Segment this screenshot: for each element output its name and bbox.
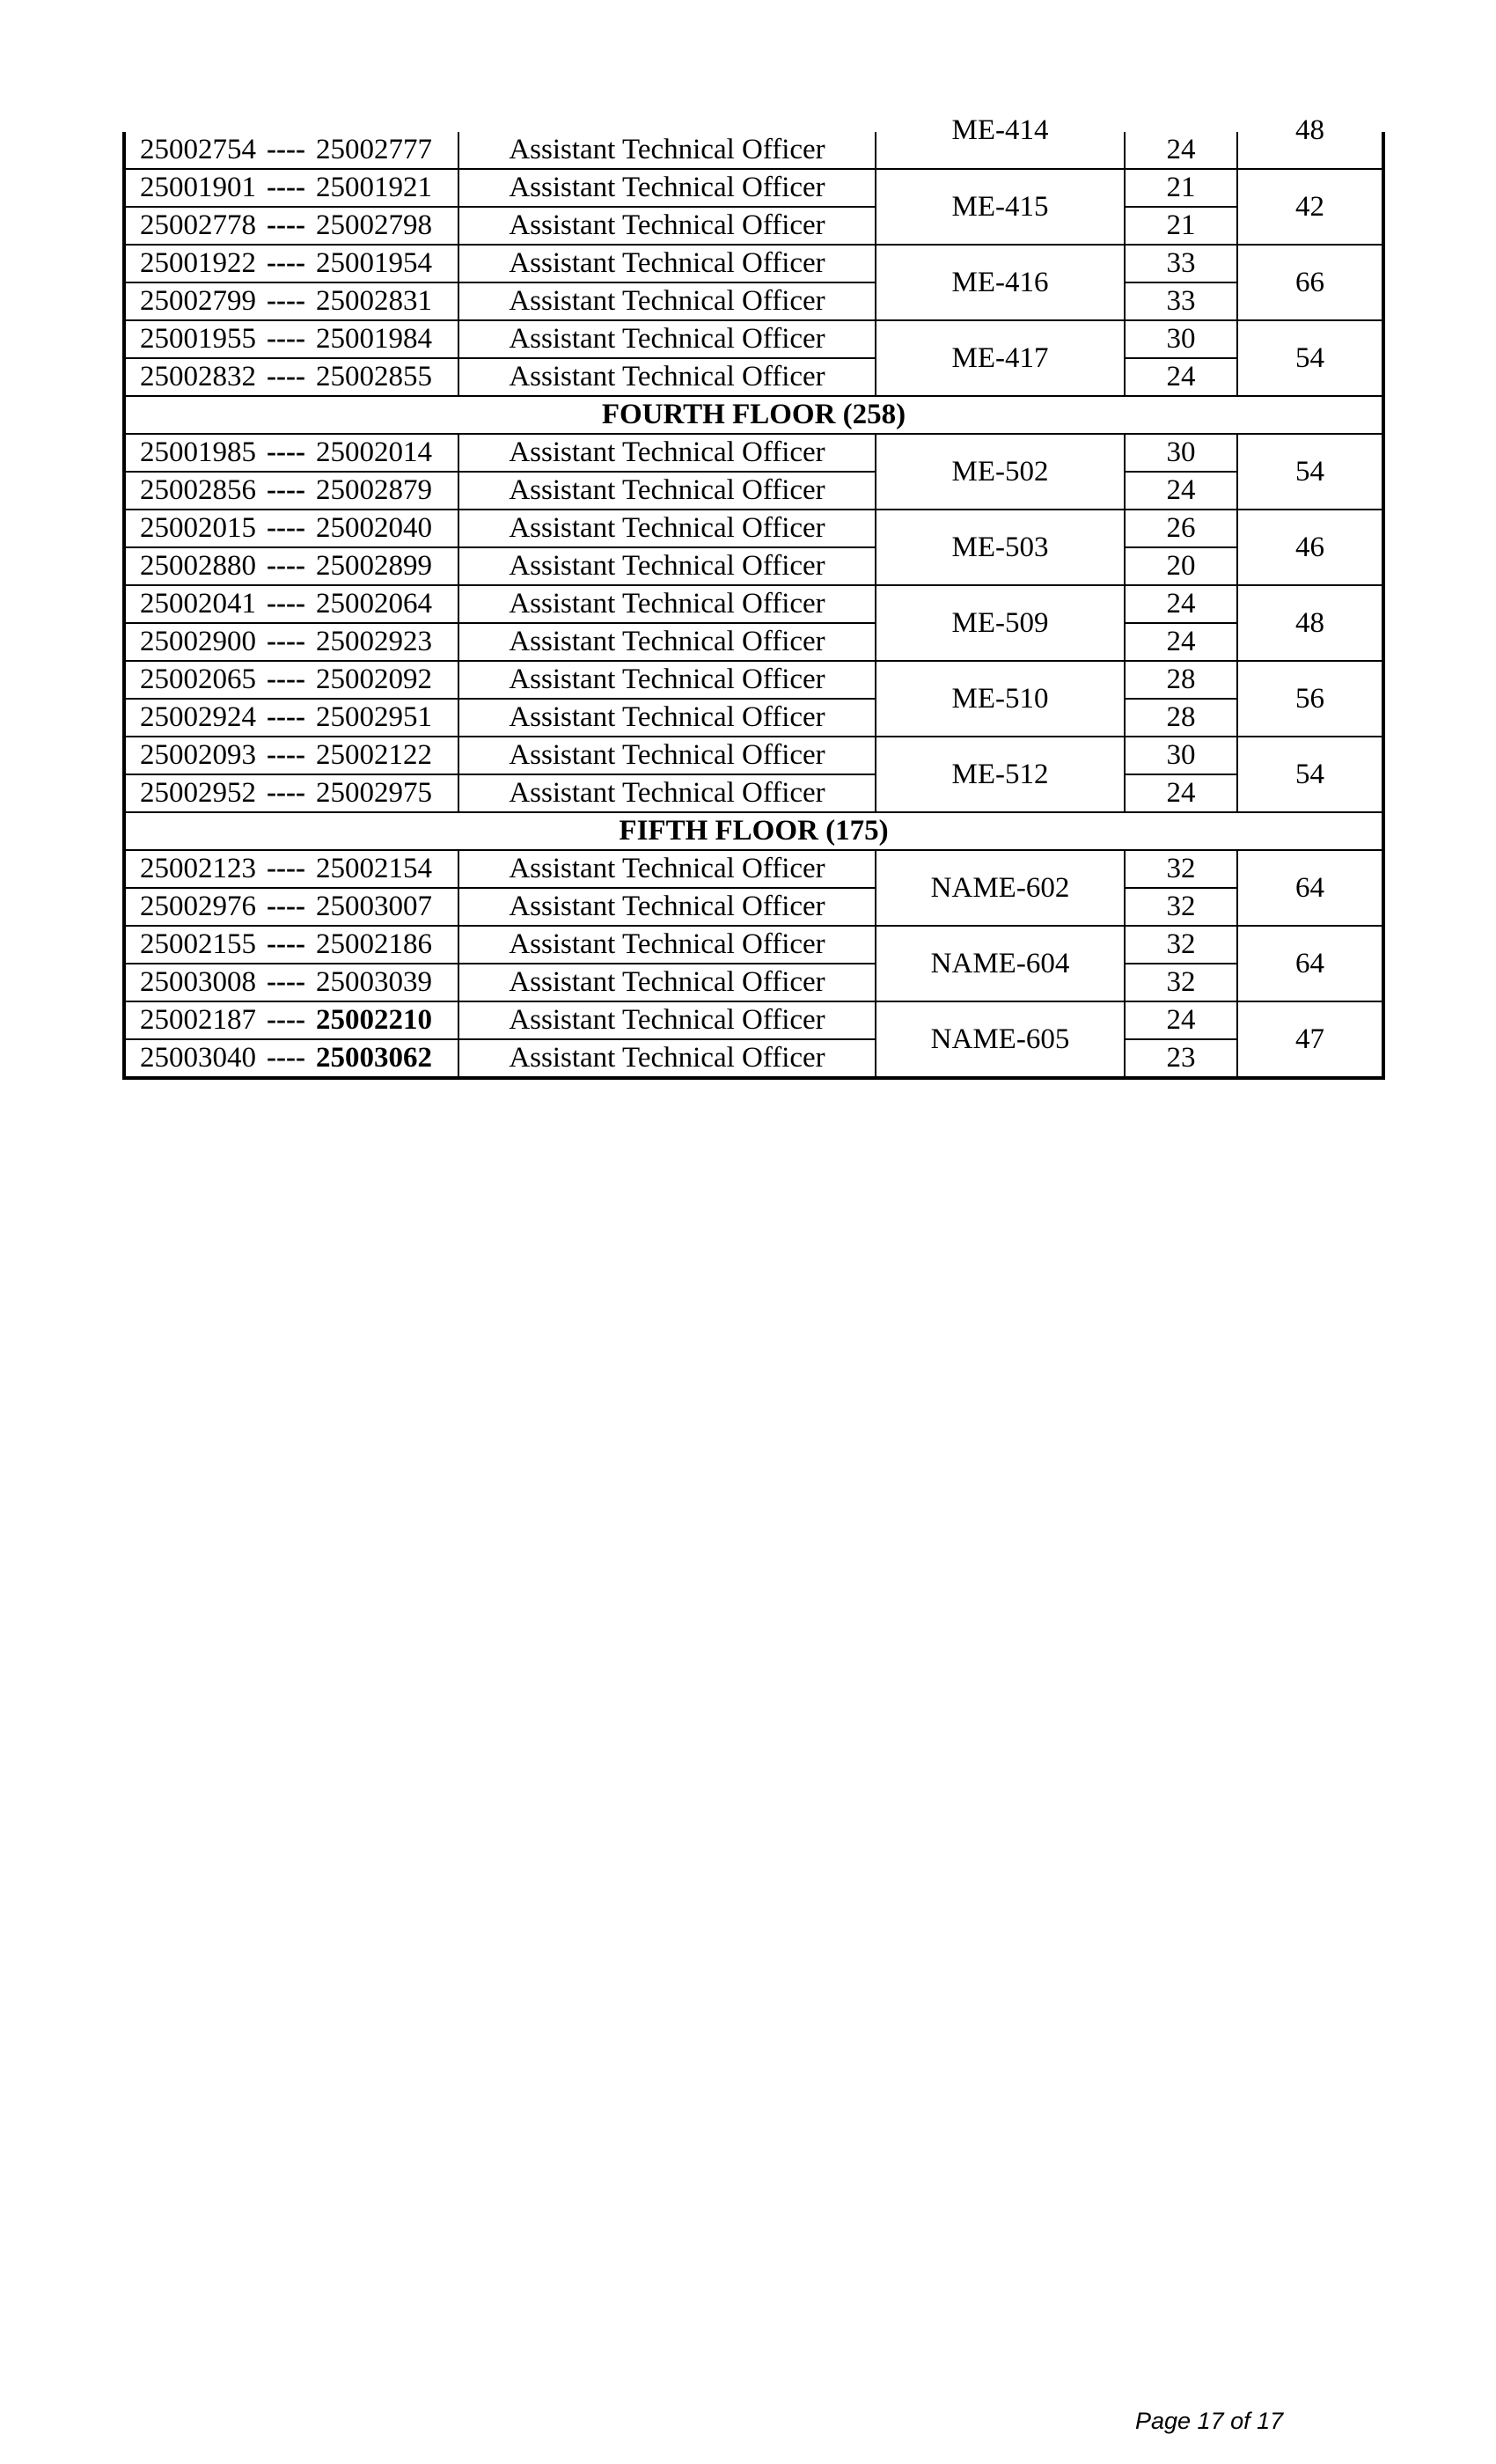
roll-number-range [124,661,458,699]
table-row [124,926,1383,964]
table-row [124,207,1383,245]
count-cell: 30 [1125,434,1237,472]
range-start: 25002778 [140,209,256,241]
roll-number-range [124,510,458,547]
range-start: 25002924 [140,701,256,733]
roll-number-range [124,964,458,1001]
range-separator: ---- [267,247,305,279]
roll-number-range [124,132,458,169]
count-cell: 28 [1125,661,1237,699]
range-end: 25001984 [316,323,432,355]
room-cell: ME-417 [876,320,1125,396]
count-cell: 24 [1125,774,1237,812]
range-start: 25002832 [140,361,256,392]
table-row [124,623,1383,661]
table-row [124,169,1383,207]
designation-cell: Assistant Technical Officer [458,320,876,358]
table-row [124,699,1383,737]
table-row [124,434,1383,472]
range-start: 25001955 [140,323,256,355]
range-separator: ---- [267,853,305,884]
roll-number-range [124,774,458,812]
count-cell: 32 [1125,850,1237,888]
range-start: 25001922 [140,247,256,279]
table-row [124,585,1383,623]
floor-heading: FOURTH FLOOR (258) [124,396,1383,434]
total-cell [1237,114,1383,169]
range-start: 25002065 [140,664,256,695]
table-row [124,472,1383,510]
table-row [124,888,1383,926]
range-start: 25002187 [140,1004,256,1036]
range-start: 25002155 [140,928,256,960]
total-cell-text: 48 [1295,114,1324,146]
range-end: 25002210 [316,1004,432,1036]
count-cell: 20 [1125,547,1237,585]
roll-number-range [124,434,458,472]
range-separator: ---- [267,1042,305,1074]
table-row [124,964,1383,1001]
range-end: 25002154 [316,853,432,884]
range-separator: ---- [267,1004,305,1036]
range-start: 25002093 [140,739,256,771]
range-separator: ---- [267,966,305,998]
range-separator: ---- [267,361,305,392]
range-separator: ---- [267,285,305,317]
designation-cell: Assistant Technical Officer [458,699,876,737]
roll-number-range [124,1001,458,1039]
range-start: 25002015 [140,512,256,544]
roll-number-range [124,888,458,926]
total-cell: 66 [1237,245,1383,320]
room-cell [876,114,1125,169]
designation-cell: Assistant Technical Officer [458,547,876,585]
total-cell: 46 [1237,510,1383,585]
designation-cell: Assistant Technical Officer [458,888,876,926]
count-cell: 24 [1125,1001,1237,1039]
count-cell: 24 [1125,472,1237,510]
count-cell: 24 [1125,132,1237,169]
roll-number-range [124,623,458,661]
total-cell: 54 [1237,320,1383,396]
range-start: 25002880 [140,550,256,582]
room-cell: ME-416 [876,245,1125,320]
range-separator: ---- [267,664,305,695]
range-end: 25002923 [316,626,432,657]
count-cell: 21 [1125,207,1237,245]
room-cell-text: ME-414 [951,114,1049,146]
range-end: 25002899 [316,550,432,582]
table-row [124,510,1383,547]
floor-heading: FIFTH FLOOR (175) [124,812,1383,850]
roll-number-range [124,207,458,245]
roll-number-range [124,472,458,510]
range-end: 25002855 [316,361,432,392]
count-cell: 32 [1125,926,1237,964]
range-start: 25001985 [140,436,256,468]
roll-number-range [124,850,458,888]
designation-cell: Assistant Technical Officer [458,850,876,888]
room-cell: NAME-602 [876,850,1125,926]
table-row [124,245,1383,282]
table-row [124,661,1383,699]
range-end: 25002879 [316,474,432,506]
range-end: 25002040 [316,512,432,544]
range-end: 25002777 [316,134,432,165]
designation-cell: Assistant Technical Officer [458,245,876,282]
designation-cell: Assistant Technical Officer [458,964,876,1001]
table-row [124,132,1383,169]
total-cell: 48 [1237,585,1383,661]
roll-number-range [124,547,458,585]
room-cell: ME-512 [876,737,1125,812]
range-separator: ---- [267,474,305,506]
roll-number-range [124,245,458,282]
designation-cell: Assistant Technical Officer [458,510,876,547]
range-start: 25001901 [140,172,256,203]
total-cell: 56 [1237,661,1383,737]
table-row [124,737,1383,774]
table-row [124,547,1383,585]
designation-cell: Assistant Technical Officer [458,1039,876,1078]
range-separator: ---- [267,323,305,355]
count-cell: 30 [1125,737,1237,774]
room-cell: NAME-605 [876,1001,1125,1078]
table-row [124,282,1383,320]
room-cell: ME-503 [876,510,1125,585]
seating-plan-table [122,114,1385,1080]
roll-number-range [124,926,458,964]
range-separator: ---- [267,701,305,733]
count-cell: 24 [1125,623,1237,661]
table-row [124,320,1383,358]
range-end: 25003007 [316,891,432,922]
page-number: Page 17 of 17 [1135,2408,1284,2434]
range-end: 25003062 [316,1042,432,1074]
count-cell: 30 [1125,320,1237,358]
roll-number-range [124,737,458,774]
table-row [124,1001,1383,1039]
range-end: 25001954 [316,247,432,279]
range-start: 25002952 [140,777,256,809]
total-cell: 54 [1237,737,1383,812]
range-end: 25003039 [316,966,432,998]
table-row [124,1039,1383,1078]
count-cell: 24 [1125,358,1237,396]
range-separator: ---- [267,134,305,165]
table-row [124,358,1383,396]
designation-cell: Assistant Technical Officer [458,132,876,169]
range-end: 25002951 [316,701,432,733]
table-row [124,850,1383,888]
count-cell: 28 [1125,699,1237,737]
count-cell: 21 [1125,169,1237,207]
room-cell: ME-509 [876,585,1125,661]
range-start: 25002976 [140,891,256,922]
room-cell: ME-415 [876,169,1125,245]
roll-number-range [124,320,458,358]
designation-cell: Assistant Technical Officer [458,434,876,472]
floor-header-row [124,396,1383,434]
designation-cell: Assistant Technical Officer [458,926,876,964]
range-end: 25002064 [316,588,432,620]
roll-number-range [124,1039,458,1078]
range-start: 25002754 [140,134,256,165]
range-start: 25002900 [140,626,256,657]
room-cell: NAME-604 [876,926,1125,1001]
designation-cell: Assistant Technical Officer [458,1001,876,1039]
range-separator: ---- [267,928,305,960]
count-cell: 32 [1125,964,1237,1001]
range-start: 25002123 [140,853,256,884]
range-separator: ---- [267,588,305,620]
designation-cell: Assistant Technical Officer [458,623,876,661]
count-cell: 33 [1125,245,1237,282]
designation-cell: Assistant Technical Officer [458,207,876,245]
designation-cell: Assistant Technical Officer [458,282,876,320]
range-separator: ---- [267,626,305,657]
range-start: 25002041 [140,588,256,620]
designation-cell: Assistant Technical Officer [458,169,876,207]
total-cell: 64 [1237,850,1383,926]
total-cell: 47 [1237,1001,1383,1078]
range-start: 25003008 [140,966,256,998]
total-cell: 42 [1237,169,1383,245]
range-start: 25003040 [140,1042,256,1074]
range-separator: ---- [267,777,305,809]
designation-cell: Assistant Technical Officer [458,737,876,774]
room-cell: ME-510 [876,661,1125,737]
count-cell: 33 [1125,282,1237,320]
range-separator: ---- [267,891,305,922]
roll-number-range [124,699,458,737]
range-separator: ---- [267,209,305,241]
count-cell: 26 [1125,510,1237,547]
floor-header-row [124,812,1383,850]
total-cell: 64 [1237,926,1383,1001]
designation-cell: Assistant Technical Officer [458,661,876,699]
room-cell: ME-502 [876,434,1125,510]
designation-cell: Assistant Technical Officer [458,585,876,623]
range-end: 25002122 [316,739,432,771]
range-end: 25001921 [316,172,432,203]
count-cell: 32 [1125,888,1237,926]
range-start: 25002799 [140,285,256,317]
range-end: 25002975 [316,777,432,809]
roll-number-range [124,169,458,207]
range-end: 25002831 [316,285,432,317]
range-separator: ---- [267,172,305,203]
range-end: 25002092 [316,664,432,695]
range-end: 25002798 [316,209,432,241]
range-separator: ---- [267,436,305,468]
total-cell: 54 [1237,434,1383,510]
count-cell: 24 [1125,585,1237,623]
roll-number-range [124,282,458,320]
roll-number-range [124,585,458,623]
range-end: 25002014 [316,436,432,468]
range-separator: ---- [267,512,305,544]
designation-cell: Assistant Technical Officer [458,774,876,812]
count-cell: 23 [1125,1039,1237,1078]
range-separator: ---- [267,739,305,771]
range-start: 25002856 [140,474,256,506]
roll-number-range [124,358,458,396]
range-end: 25002186 [316,928,432,960]
seating-plan-table-body [124,114,1383,1078]
range-separator: ---- [267,550,305,582]
designation-cell: Assistant Technical Officer [458,358,876,396]
table-row [124,774,1383,812]
designation-cell: Assistant Technical Officer [458,472,876,510]
